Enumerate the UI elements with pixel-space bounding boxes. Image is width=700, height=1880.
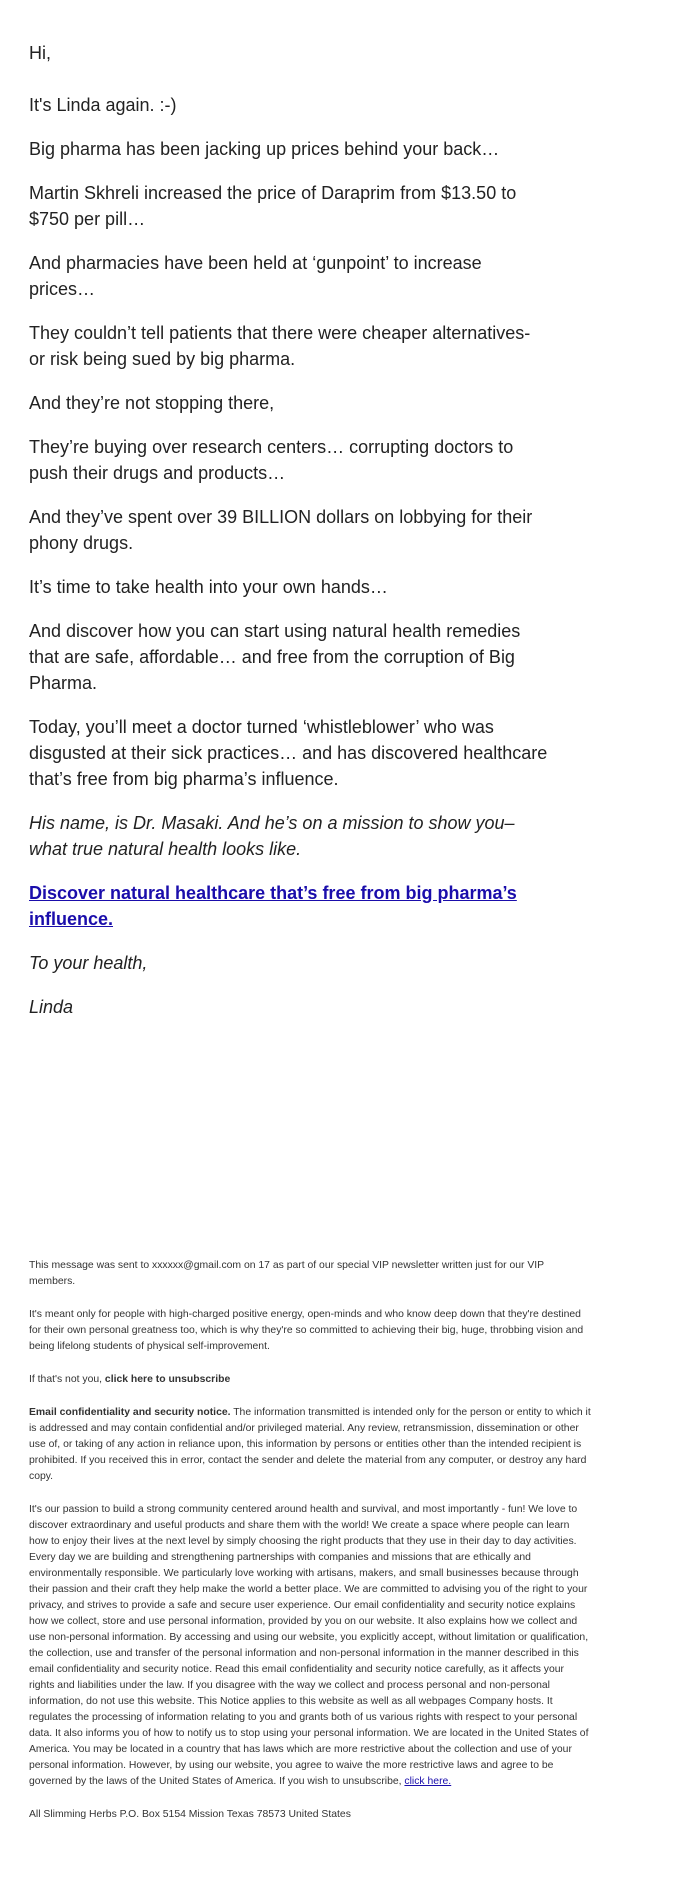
paragraph-take-health: It’s time to take health into your own hands… xyxy=(29,577,388,597)
paragraph-prices: Big pharma has been jacking up prices behind your back… xyxy=(29,139,500,159)
confidentiality-text: The information transmitted is intended only for the person or entity to which it is addressed and may contain confidential and/or privileged material. Any review, retransmission, dissemination or other use of, or taking of any action in reliance upon, this information by persons or entities other than the intended recipient is prohibited. If you received this in error, contact the sender and delete the material from any computer, or destroy any hard copy. xyxy=(29,1407,591,1482)
paragraph-not-stopping: And they’re not stopping there, xyxy=(29,393,275,413)
paragraph-alternatives: They couldn’t tell patients that there were cheaper alternatives- or risk being sued by big pharma. xyxy=(29,323,531,369)
paragraph-daraprim: Martin Skhreli increased the price of Daraprim from $13.50 to $750 per pill… xyxy=(29,183,517,229)
signature: Linda xyxy=(29,997,74,1017)
italic-quote: His name, is Dr. Masaki. And he’s on a mission to show you– what true natural health looks like. xyxy=(29,813,515,859)
paragraph-lobbying: And they’ve spent over 39 BILLION dollars on lobbying for their phony drugs. xyxy=(29,507,533,553)
paragraph-natural-remedies: And discover how you can start using natural health remedies that are safe, affordable… and free from the corruption of Big Pharma. xyxy=(29,621,521,693)
footer-passion xyxy=(29,1502,591,1790)
paragraph-pharmacies: And pharmacies have been held at ‘gunpoint’ to increase prices… xyxy=(29,253,482,299)
paragraph-research-centers: They’re buying over research centers… corrupting doctors to push their drugs and products… xyxy=(29,437,514,483)
confidentiality-title: Email confidentiality and security notice. xyxy=(29,1407,231,1418)
email-content xyxy=(29,40,549,1020)
paragraph-intro: It's Linda again. :-) xyxy=(29,95,177,115)
footer-confidentiality xyxy=(29,1405,591,1485)
footer-address: All Slimming Herbs P.O. Box 5154 Mission Texas 78573 United States xyxy=(29,1809,351,1820)
cta-link[interactable]: Discover natural healthcare that’s free from big pharma’s influence. xyxy=(29,883,517,929)
footer-unsubscribe-line xyxy=(29,1372,591,1388)
unsubscribe-link[interactable]: click here to unsubscribe xyxy=(104,1374,231,1385)
greeting: Hi, xyxy=(29,43,51,63)
footer-sent-notice: This message was sent to xxxxxx@gmail.com on 17 as part of our special VIP newsletter written just for our VIP members. xyxy=(29,1260,544,1287)
footer-audience-notice: It's meant only for people with high-charged positive energy, open-minds and who know deep down that they're destined for their own personal greatness too, which is why they're so committed to achieving their big, huge, throbbing vision and being lifelong students of physical self-improvement. xyxy=(29,1309,584,1352)
cta-paragraph xyxy=(29,880,549,932)
passion-unsubscribe-link[interactable]: click here. xyxy=(404,1776,452,1787)
signoff: To your health, xyxy=(29,953,148,973)
email-footer xyxy=(29,1258,591,1840)
unsubscribe-prefix: If that's not you, xyxy=(29,1374,105,1385)
passion-text: It's our passion to build a strong community centered around health and survival, and most importantly - fun! We love to discover extraordinary and useful products and share them with the world! We create a space where people can learn how to enjoy their lives at the next level by simply choosing the right products that they use in their day to day activities. Every day we are building and strengthening partnerships with companies and missions that are ethically and environmentally responsible. We particularly love working with artisans, makers, and small businesses because through their passion and their craft they help make the world a better place. We are committed to advising you of the right to your privacy, and strives to provide a safe and secure user experience. Our email confidentiality and security notice explains how we collect, store and use personal information, provided by you on our website. It also explains how we collect and use non-personal information. By accessing and using our website, you explicitly accept, without limitation or qualification, the collection, use and transfer of the personal information and non-personal information in the manner described in this email confidentiality and security notice. Read this email confidentiality and security notice carefully, as it affects your rights and liabilities under the law. If you disagree with the way we collect and process personal and non-personal information, do not use this website. This Notice applies to this website as well as all webpages Company hosts. It regulates the processing of information relating to you and grants both of us various rights with respect to your personal data. It also informs you of how to notify us to stop using your personal information. We are located in the United States of America. You may be located in a country that has laws which are more restrictive about the collection and use of your personal information. However, by using our website, you agree to waive the more restrictive laws and agree to be governed by the laws of the United States of America. If you wish to unsubscribe, xyxy=(29,1504,589,1787)
paragraph-whistleblower: Today, you’ll meet a doctor turned ‘whistleblower’ who was disgusted at their sick practices… and has discovered healthcare that’s free from big pharma’s influence. xyxy=(29,717,548,789)
